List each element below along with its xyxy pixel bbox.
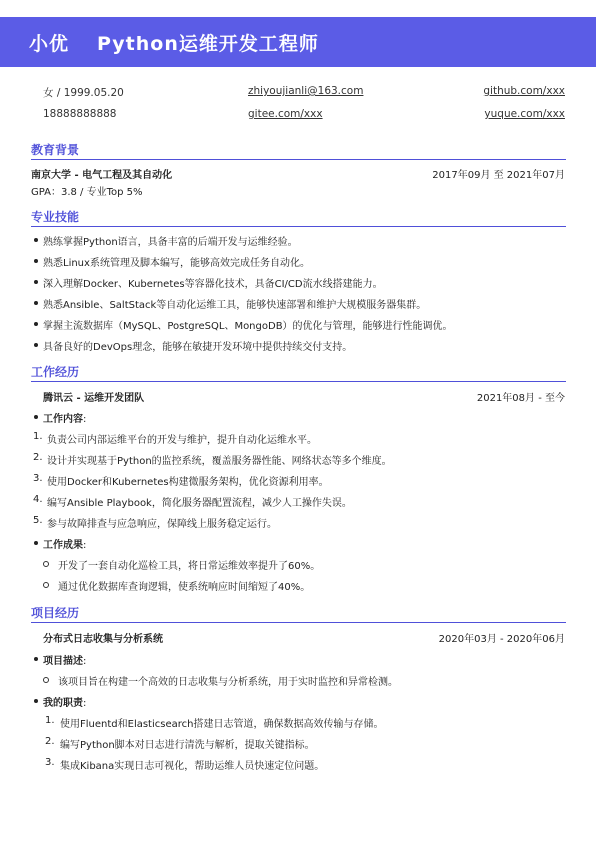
list-number: 3. bbox=[45, 757, 55, 768]
sub-bullet-icon bbox=[43, 582, 49, 588]
skills-divider bbox=[31, 226, 566, 227]
project-desc-label-row bbox=[43, 652, 86, 667]
project-desc: 该项目旨在构建一个高效的日志收集与分析系统，用于实时监控和异常检测。 bbox=[58, 677, 398, 688]
skills-heading: 专业技能 bbox=[31, 210, 80, 224]
work-content-item: 使用Docker和Kubernetes构建微服务架构，优化资源利用率。 bbox=[47, 477, 329, 488]
person-name: 小优 bbox=[29, 33, 70, 55]
work-results-label: 工作成果 bbox=[43, 540, 83, 551]
education-divider bbox=[31, 159, 566, 160]
work-company: 腾讯云 - 运维开发团队 bbox=[43, 393, 145, 404]
bullet-icon bbox=[34, 699, 38, 703]
skill-item: 熟悉Linux系统管理及脚本编写，能够高效完成任务自动化。 bbox=[43, 258, 310, 269]
education-school: 南京大学 - 电气工程及其自动化 bbox=[31, 170, 173, 181]
bullet-icon bbox=[34, 322, 38, 326]
work-content-label-row bbox=[43, 410, 86, 425]
skill-item: 熟练掌握Python语言，具备丰富的后端开发与运维经验。 bbox=[43, 237, 298, 248]
work-content-item: 编写Ansible Playbook，简化服务器配置流程，减少人工操作失误。 bbox=[47, 498, 352, 509]
list-number: 1. bbox=[33, 431, 43, 442]
label-colon: : bbox=[83, 414, 87, 425]
skill-item: 掌握主流数据库（MySQL、PostgreSQL、MongoDB）的优化与管理，能够进行性能调优。 bbox=[43, 321, 453, 332]
work-divider bbox=[31, 381, 566, 382]
label-colon: : bbox=[83, 656, 87, 667]
list-number: 3. bbox=[33, 473, 43, 484]
work-content-item: 设计并实现基于Python的监控系统，覆盖服务器性能、网络状态等多个维度。 bbox=[47, 456, 392, 467]
projects-heading: 项目经历 bbox=[31, 606, 80, 620]
education-gpa: GPA：3.8 / 专业Top 5% bbox=[31, 187, 143, 198]
list-number: 1. bbox=[45, 715, 55, 726]
project-period: 2020年03月 - 2020年06月 bbox=[438, 634, 565, 645]
project-duty-item: 集成Kibana实现日志可视化，帮助运维人员快速定位问题。 bbox=[60, 761, 325, 772]
work-heading: 工作经历 bbox=[31, 365, 80, 379]
work-period: 2021年08月 - 至今 bbox=[476, 393, 565, 404]
label-colon: : bbox=[83, 540, 87, 551]
email-link[interactable]: zhiyoujianli@163.com bbox=[248, 85, 364, 97]
project-duty-label-row bbox=[43, 694, 86, 709]
bullet-icon bbox=[34, 238, 38, 242]
gender-birth: 女 / 1999.05.20 bbox=[43, 87, 124, 99]
sub-bullet-icon bbox=[43, 561, 49, 567]
job-title: Python运维开发工程师 bbox=[97, 33, 319, 55]
project-name: 分布式日志收集与分析系统 bbox=[43, 634, 163, 645]
gitee-link[interactable]: gitee.com/xxx bbox=[248, 108, 323, 120]
work-content-item: 参与故障排查与应急响应，保障线上服务稳定运行。 bbox=[47, 519, 277, 530]
github-link[interactable]: github.com/xxx bbox=[483, 85, 565, 97]
resume-header bbox=[0, 17, 596, 67]
projects-divider bbox=[31, 622, 566, 623]
bullet-icon bbox=[34, 280, 38, 284]
list-number: 5. bbox=[33, 515, 43, 526]
bullet-icon bbox=[34, 343, 38, 347]
bullet-icon bbox=[34, 415, 38, 419]
education-period: 2017年09月 至 2021年07月 bbox=[432, 170, 565, 181]
bullet-icon bbox=[34, 657, 38, 661]
skill-item: 深入理解Docker、Kubernetes等容器化技术，具备CI/CD流水线搭建能力。 bbox=[43, 279, 383, 290]
project-duty-item: 编写Python脚本对日志进行清洗与解析，提取关键指标。 bbox=[60, 740, 315, 751]
label-colon: : bbox=[83, 698, 87, 709]
phone: 18888888888 bbox=[43, 108, 117, 120]
bullet-icon bbox=[34, 301, 38, 305]
work-content-item: 负责公司内部运维平台的开发与维护，提升自动化运维水平。 bbox=[47, 435, 317, 446]
skill-item: 熟悉Ansible、SaltStack等自动化运维工具，能够快速部署和维护大规模服务器集群。 bbox=[43, 300, 427, 311]
list-number: 2. bbox=[33, 452, 43, 463]
bullet-icon bbox=[34, 259, 38, 263]
sub-bullet-icon bbox=[43, 677, 49, 683]
work-result-item: 开发了一套自动化巡检工具，将日常运维效率提升了60%。 bbox=[58, 561, 321, 572]
work-content-label: 工作内容 bbox=[43, 414, 83, 425]
project-desc-label: 项目描述 bbox=[43, 656, 83, 667]
header-title bbox=[29, 29, 319, 56]
list-number: 4. bbox=[33, 494, 43, 505]
project-duty-label: 我的职责 bbox=[43, 698, 83, 709]
work-results-label-row bbox=[43, 536, 86, 551]
education-heading: 教育背景 bbox=[31, 143, 80, 157]
skill-item: 具备良好的DevOps理念，能够在敏捷开发环境中提供持续交付支持。 bbox=[43, 342, 353, 353]
project-duty-item: 使用Fluentd和Elasticsearch搭建日志管道，确保数据高效传输与存储。 bbox=[60, 719, 384, 730]
bullet-icon bbox=[34, 541, 38, 545]
list-number: 2. bbox=[45, 736, 55, 747]
yuque-link[interactable]: yuque.com/xxx bbox=[484, 108, 565, 120]
work-result-item: 通过优化数据库查询逻辑，使系统响应时间缩短了40%。 bbox=[58, 582, 311, 593]
